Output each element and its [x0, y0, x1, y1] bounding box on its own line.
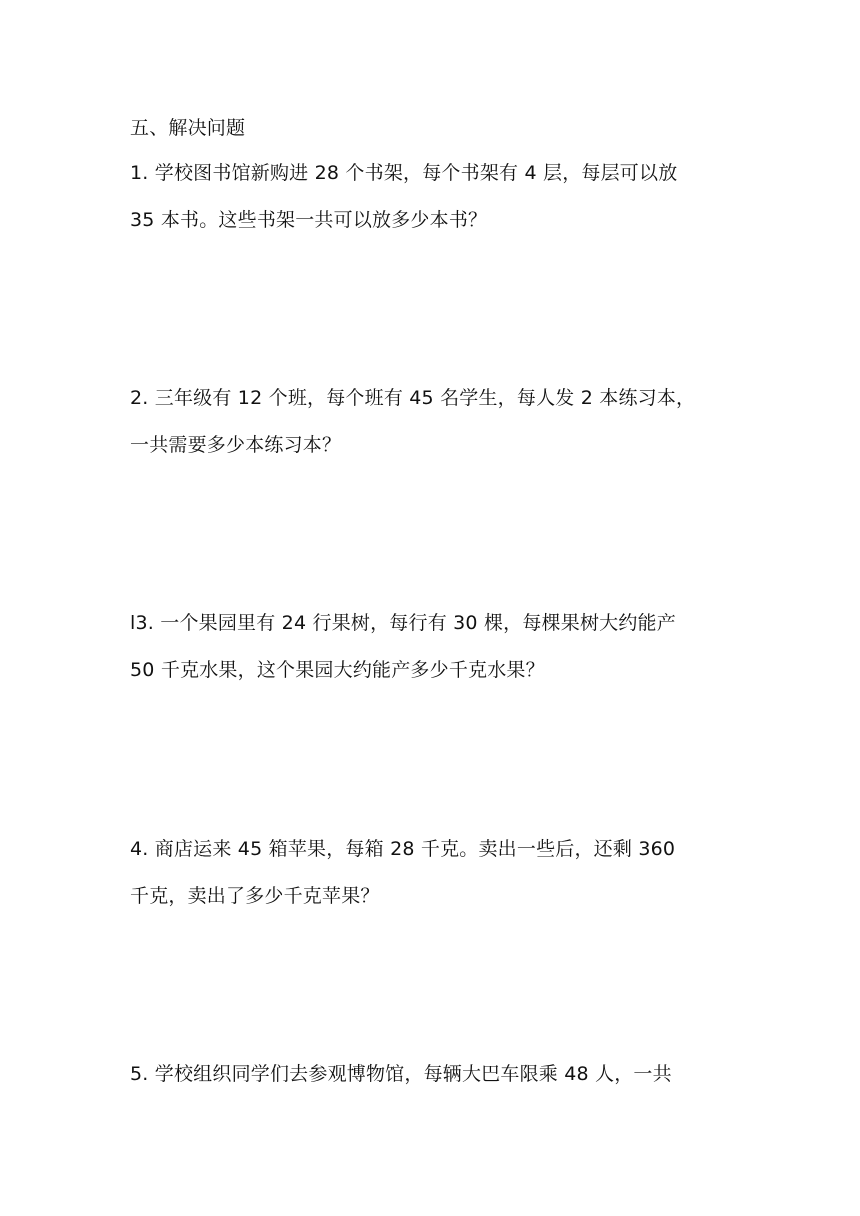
- question-4-line-2: 千克，卖出了多少千克苹果？: [130, 885, 380, 907]
- question-5-line-1: 5. 学校组织同学们去参观博物馆，每辆大巴车限乘 48 人，一共: [130, 1063, 672, 1085]
- section-title: 五、解决问题: [130, 117, 246, 139]
- question-4-line-1: 4. 商店运来 45 箱苹果，每箱 28 千克。卖出一些后，还剩 360: [130, 838, 676, 860]
- question-2-line-1: 2. 三年级有 12 个班，每个班有 45 名学生，每人发 2 本练习本，: [130, 387, 696, 409]
- question-3-line-2: 50 千克水果，这个果园大约能产多少千克水果？: [130, 659, 545, 681]
- question-2-line-2: 一共需要多少本练习本？: [130, 434, 342, 456]
- question-3-line-1: l3. 一个果园里有 24 行果树，每行有 30 棵，每棵果树大约能产: [130, 612, 676, 634]
- question-1-line-1: 1. 学校图书馆新购进 28 个书架，每个书架有 4 层，每层可以放: [130, 162, 678, 184]
- question-1-line-2: 35 本书。这些书架一共可以放多少本书？: [130, 209, 488, 231]
